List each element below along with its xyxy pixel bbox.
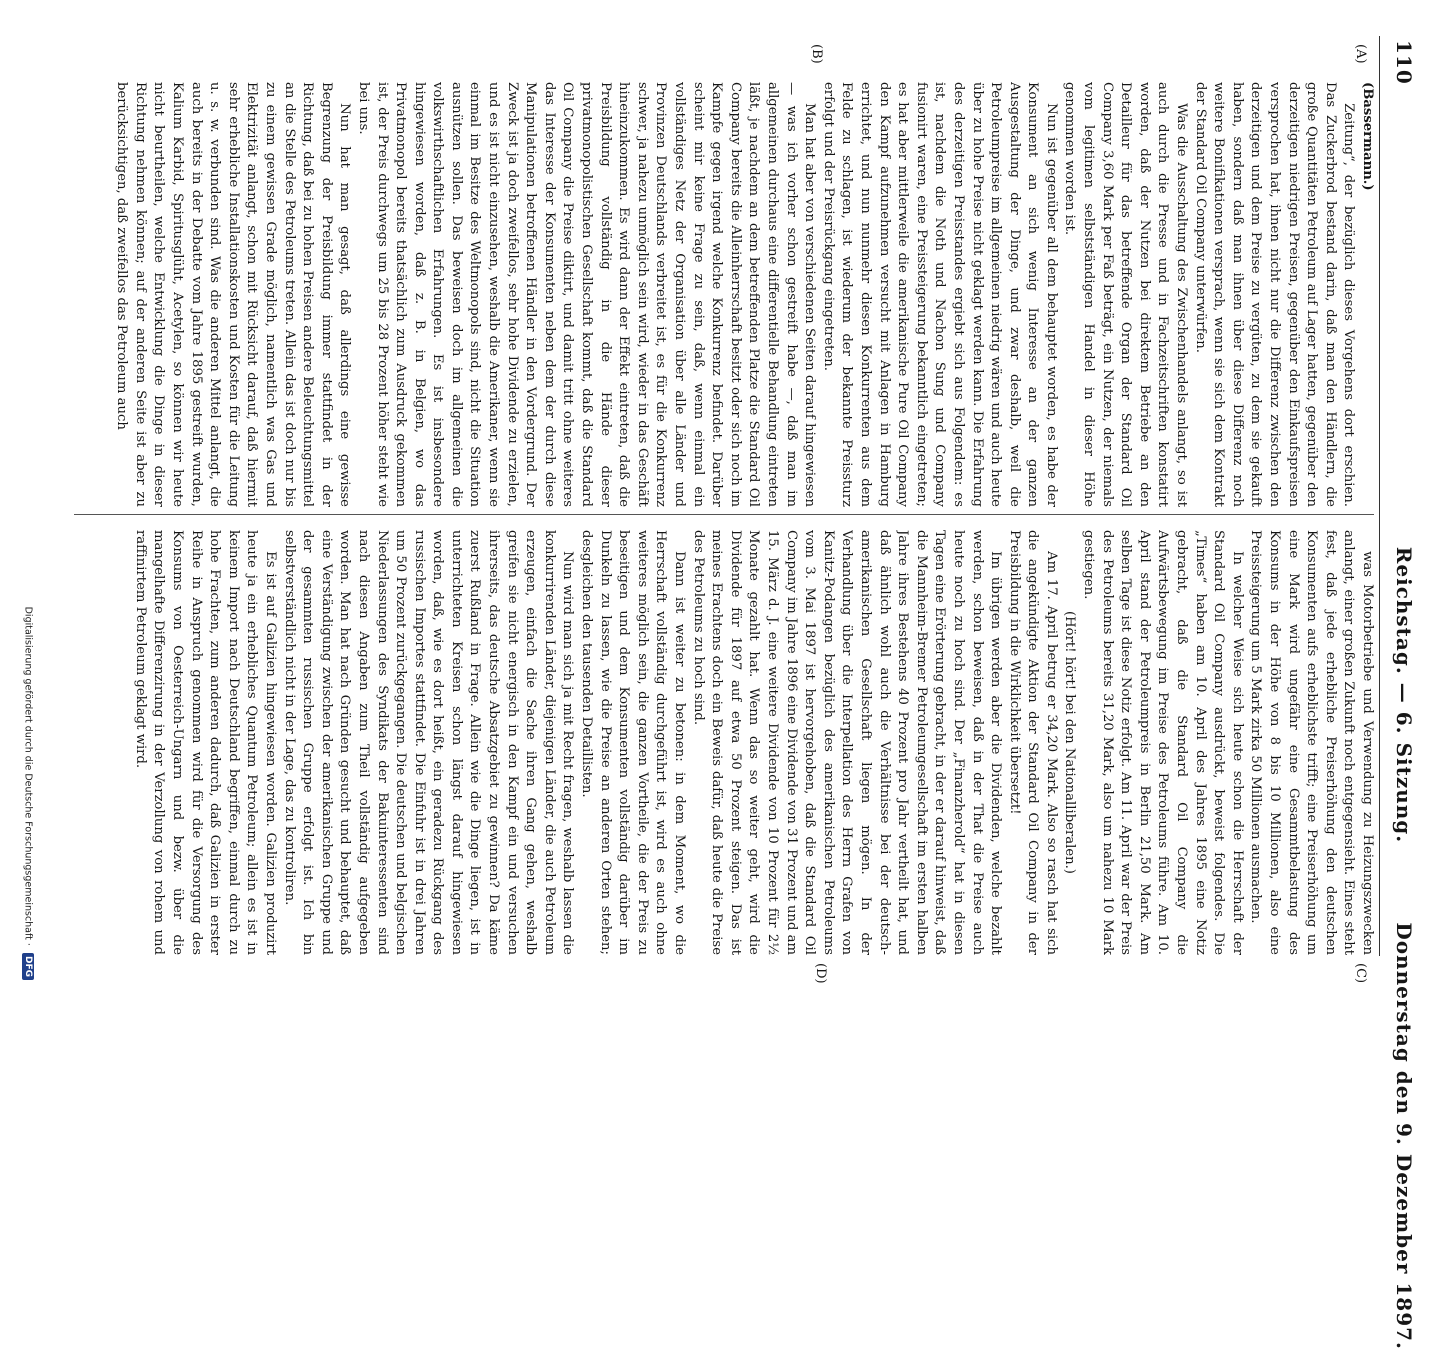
interjection: (Hört! hört! bei den Nationalliberalen.) — [1062, 611, 1078, 874]
paragraph: Es ist auf Galizien hingewiesen worden. Galizien produzirt heute ja ein erhebliches Quantum Petroleum; allein es ist in keinem Import nach Deutschland begriffen, einmal durch zu hohe Frachten, zum anderen dadurch, daß Galizien in erster Reihe in Anspruch genommen wird für die Versorgung des Konsums von Oesterreich-Ungarn und bezw. über die mangelhafte Differenzirung in der Verzollung von rohem und raffinirtem Petroleum geklagt wird. — [132, 530, 278, 955]
margin-marker-d: (D) — [813, 963, 828, 984]
margin-marker-c: (C) — [1353, 963, 1368, 984]
paragraph: Dann ist weiter zu betonen: in dem Moment, wo die Herrschaft vollständig durchgeführt ist, wird es auch ohne weiteres möglich sein, die ganzen Vortheile, die der Preis zu beseitigen und dem Konsumenten vollständig darüber im Dunkeln zu lassen, wie die Preise an anderen Orten stehen; desgleichen den tausenden Detaillisten. — [579, 530, 688, 955]
paragraph: Nun wird man sich ja mit Recht fragen, weshalb lassen die konkurrirenden Länder, diejenigen Länder, die auch Petroleum erzeugen, einfach die Sache ihren Gang gehen, weshalb greifen sie nicht energisch in den Kampf ein und versuchen ihrerseits, das deutsche Absatzgebiet zu gewinnen? Da käme zuerst Rußland in Frage. Allein wie die Dinge liegen, ist in unterrichteten Kreisen schon längst darauf hingewiesen worden, daß, wie es dort heißt, ein geradezu Rückgang des russischen Importes stattfindet. Die Einfuhr ist in drei Jahren um 50 Prozent zurückgegangen. Die deutschen und belgischen Niederlassungen des Syndikats der Bakuinteressenten sind nach diesen Angaben zum Theil vollständig aufgegeben worden. Man hat nach Gründen gesucht und behauptet, daß eine Verständigung zwischen der amerikanischen Gruppe und der gesammten russischen Gruppe erfolgt ist. Ich bin selbstverständlich nicht in der Lage, das zu kontroliren. — [281, 530, 576, 955]
header-rule — [1379, 36, 1380, 956]
speaker-label: (Bassermann.) — [1360, 82, 1375, 191]
dfg-logo: DFG — [22, 953, 34, 980]
running-title: Reichstag. — 6. Sitzung. — [1392, 546, 1416, 844]
paragraph: Im übrigen werden aber die Dividenden, welche bezahlt werden, schon beweisen, daß in der That die Preise auch heute noch zu hoch sind. Der „Finanzherold“ hat in diesen Tagen eine Erörterung gebracht, in der er darauf hinweist, daß die Mannheim-Bremer Petroleumgesellschaft im ersten halben Jahre ihres Bestehens 40 Prozent pro Jahr vertheilt hat, und daß ähnlich wohl auch die Verhältnisse bei der deutsch-amerikanischen Gesellschaft liegen mögen. In der Verhandlung über die Interpellation des Herrn Grafen von Kanitz-Podangen bezüglich des amerikanischen Petroleums vom 3. Mai 1897 ist hervorgehoben, daß die Standard Oil Company im Jahre 1896 eine Dividende von 31 Prozent und am 15. März d. J. eine weitere Dividende von 10 Prozent für 2½ Monate gezahlt hat. Wenn das so weiter geht, wird die Dividende für 1897 auf etwa 50 Prozent steigen. Das ist meines Erachtens doch ein Beweis dafür, daß heute die Preise des Petroleums zu hoch sind. — [690, 530, 1004, 955]
paragraph: was Motorbetriebe und Verwendung zu Heizungszwecken anlangt, einer großen Zukunft noch entgegensieht. Eines steht fest, daß jede erhebliche Preiserhöhung den deutschen Konsumenten aufs erheblichste trifft; eine Preiserhöhung um eine Mark wird ungefähr eine Gesammtbelastung des Konsums in der Höhe von 8 bis 10 Millionen, also eine Preissteigerung um 5 Mark zirka 50 Millionen ausmachen. — [1248, 530, 1375, 955]
paragraph: In welcher Weise sich heute schon die Herrschaft der Standard Oil Company ausdrückt, beweist folgendes. Die „Times“ haben am 10. April des Jahres 1895 eine Notiz gebracht, daß die Standard Oil Company die Aufwärtsbewegung im Preise des Petroleums führe. Am 10. April stand der Petroleumpreis in Berlin 21,50 Mark. Am selben Tage ist diese Notiz erfolgt. Am 11. April war der Preis des Petroleums bereits 31,20 Mark, also um nahezu 10 Mark gestiegen. — [1081, 530, 1245, 955]
paragraph: Was die Ausschaltung des Zwischenhandels anlangt, so ist auch durch die Presse und in Fachzeitschriften konstatirt worden, daß der Nutzen bei direktem Betriebe an den Detailleur für das betreffende Organ der Standard Oil Company 3,60 Mark per Faß beträgt, ein Nutzen, der niemals vom legitimen selbstständigen Handel in dieser Höhe genommen worden ist. — [1062, 82, 1190, 507]
margin-marker-a: (A) — [1353, 44, 1368, 64]
paragraph: Man hat aber von verschiedenen Seiten darauf hingewiesen — was ich vorher schon gestreift habe —, daß man im allgemeinen durchaus eine differentielle Behandlung eintreten läßt, je nachdem an dem betreffenden Platze die Standard Oil Company bereits die Alleinherrschaft besitzt oder sich noch im Kampfe gegen irgend welche Konkurrenz befindet. Darüber scheint mir keine Frage zu sein, daß, wenn einmal ein vollständiges Netz der Organisation über alle Länder und Provinzen Deutschlands verbreitet ist, es für die Konkurrenz schwer, ja nahezu unmöglich sein wird, wieder in das Geschäft hineinzukommen. Es wird dann der Effekt eintreten, daß die Preisbildung vollständig in die Hände dieser privatmonopolistischen Gesellschaft kommt, daß die Standard Oil Company die Preise diktirt, und damit tritt ohne weiteres das Interesse der Konsumenten neben dem der durch diese Manipulationen betroffenen Händler in den Vordergrund. Der Zweck ist ja doch zweifellos, sehr hohe Dividende zu erzielen, und es ist nicht einzusehen, weshalb die Amerikaner, wenn sie einmal im Besitze des Weltmonopols sind, nicht die Situation ausnützen sollen. Das beweisen doch im allgemeinen die volkswirthschaftlichen Erfahrungen. Es ist insbesondere hingewiesen worden, daß z. B. in Belgien, wo das Privatmonopol bereits thatsächlich zum Ausdruck gekommen ist, der Preis durchwegs um 25 bis 28 Prozent höher steht wie bei uns. — [355, 82, 818, 507]
credit-text: Digitalisierung gefördert durch die Deutsche Forschungsgemeinschaft · — [22, 606, 34, 946]
column-divider — [74, 514, 1374, 515]
paragraph: Nun ist gegenüber all dem behauptet worden, es habe der Konsument an sich wenig Interesse an der ganzen Ausgestaltung der Dinge, und zwar deshalb, weil die Petroleumpreise im allgemeinen niedrig wären und auch heute über zu hohe Preise nicht geklagt werden kann. Die Erfahrung des derzeitigen Preisstandes ergiebt sich aus Folgendem: es ist, nachdem die Noth und Nachon Sung und Company fusionirt waren, eine Preissteigerung bekanntlich eingetreten; es hat aber mittlerweile die amerikanische Pure Oil Company den Kampf aufzunehmen versucht mit Anlagen in Hamburg errichtet, und nun nunmehr diesen Konkurrenten aus dem Felde zu schlagen, ist wiederum der bekannte Preissturz erfolgt und der Preisrückgang eingetreten. — [820, 82, 1059, 507]
margin-marker-b: (B) — [809, 44, 824, 64]
left-text-column — [36, 82, 1376, 507]
paragraph: Zeitung“, der bezüglich dieses Vorgehens dort erschien. Das Zuckerbrod bestand darin, daß man den Händlern, die große Quantitäten Petroleum auf Lager hatten, gegenüber den derzeitigen niedrigen Preisen, gegenüber den Einkaufspreisen versprochen hat, ihnen nicht nur die Differenz zwischen den derzeitigen und dem Preise zu vergüten, zu dem sie gekauft haben, sondern daß man ihnen über diese Differenz noch weitere Bonifikationen versprach, wenn sie sich dem Kontrakt der Standard Oil Company unterwürfen. — [1192, 82, 1357, 507]
digitization-credit — [22, 560, 34, 980]
right-text-column — [36, 530, 1376, 955]
session-date: Donnerstag den 9. Dezember 1897. — [1392, 922, 1416, 1350]
page-header — [1380, 40, 1416, 1350]
paragraph: Nun hat man gesagt, daß allerdings eine gewisse Begrenzung der Preisbildung immer stattfindet in der Richtung, daß bei zu hohen Preisen andere Beleuchtungsmittel an die Stelle des Petroleums treten. Allein das ist doch nur bis zu einem gewissen Grade möglich, namentlich was Gas und Elektrizität anlangt, schon mit Rücksicht darauf, daß hiermit sehr erhebliche Installationskosten und Kosten für die Leitung u. s. w. verbunden sind. Was die anderen Mittel anlangt, die auch bereits in der Debatte vom Jahre 1895 gestreift wurden, Kalium Karbid, Spiritusglüht, Acetylen, so können wir heute nicht beurtheilen, welche Entwicklung die Dinge in dieser Richtung nehmen können; auf der anderen Seite ist aber zu berücksichtigen, daß zweifellos das Petroleum auch — [114, 82, 353, 507]
paragraph: Am 17. April betrug er 34,20 Mark. Also so rasch hat sich die angekündigte Aktion der Standard Oil Company in der Preisbildung in die Wirklichkeit übersetzt! — [1006, 530, 1059, 955]
page-number: 110 — [1392, 40, 1416, 85]
